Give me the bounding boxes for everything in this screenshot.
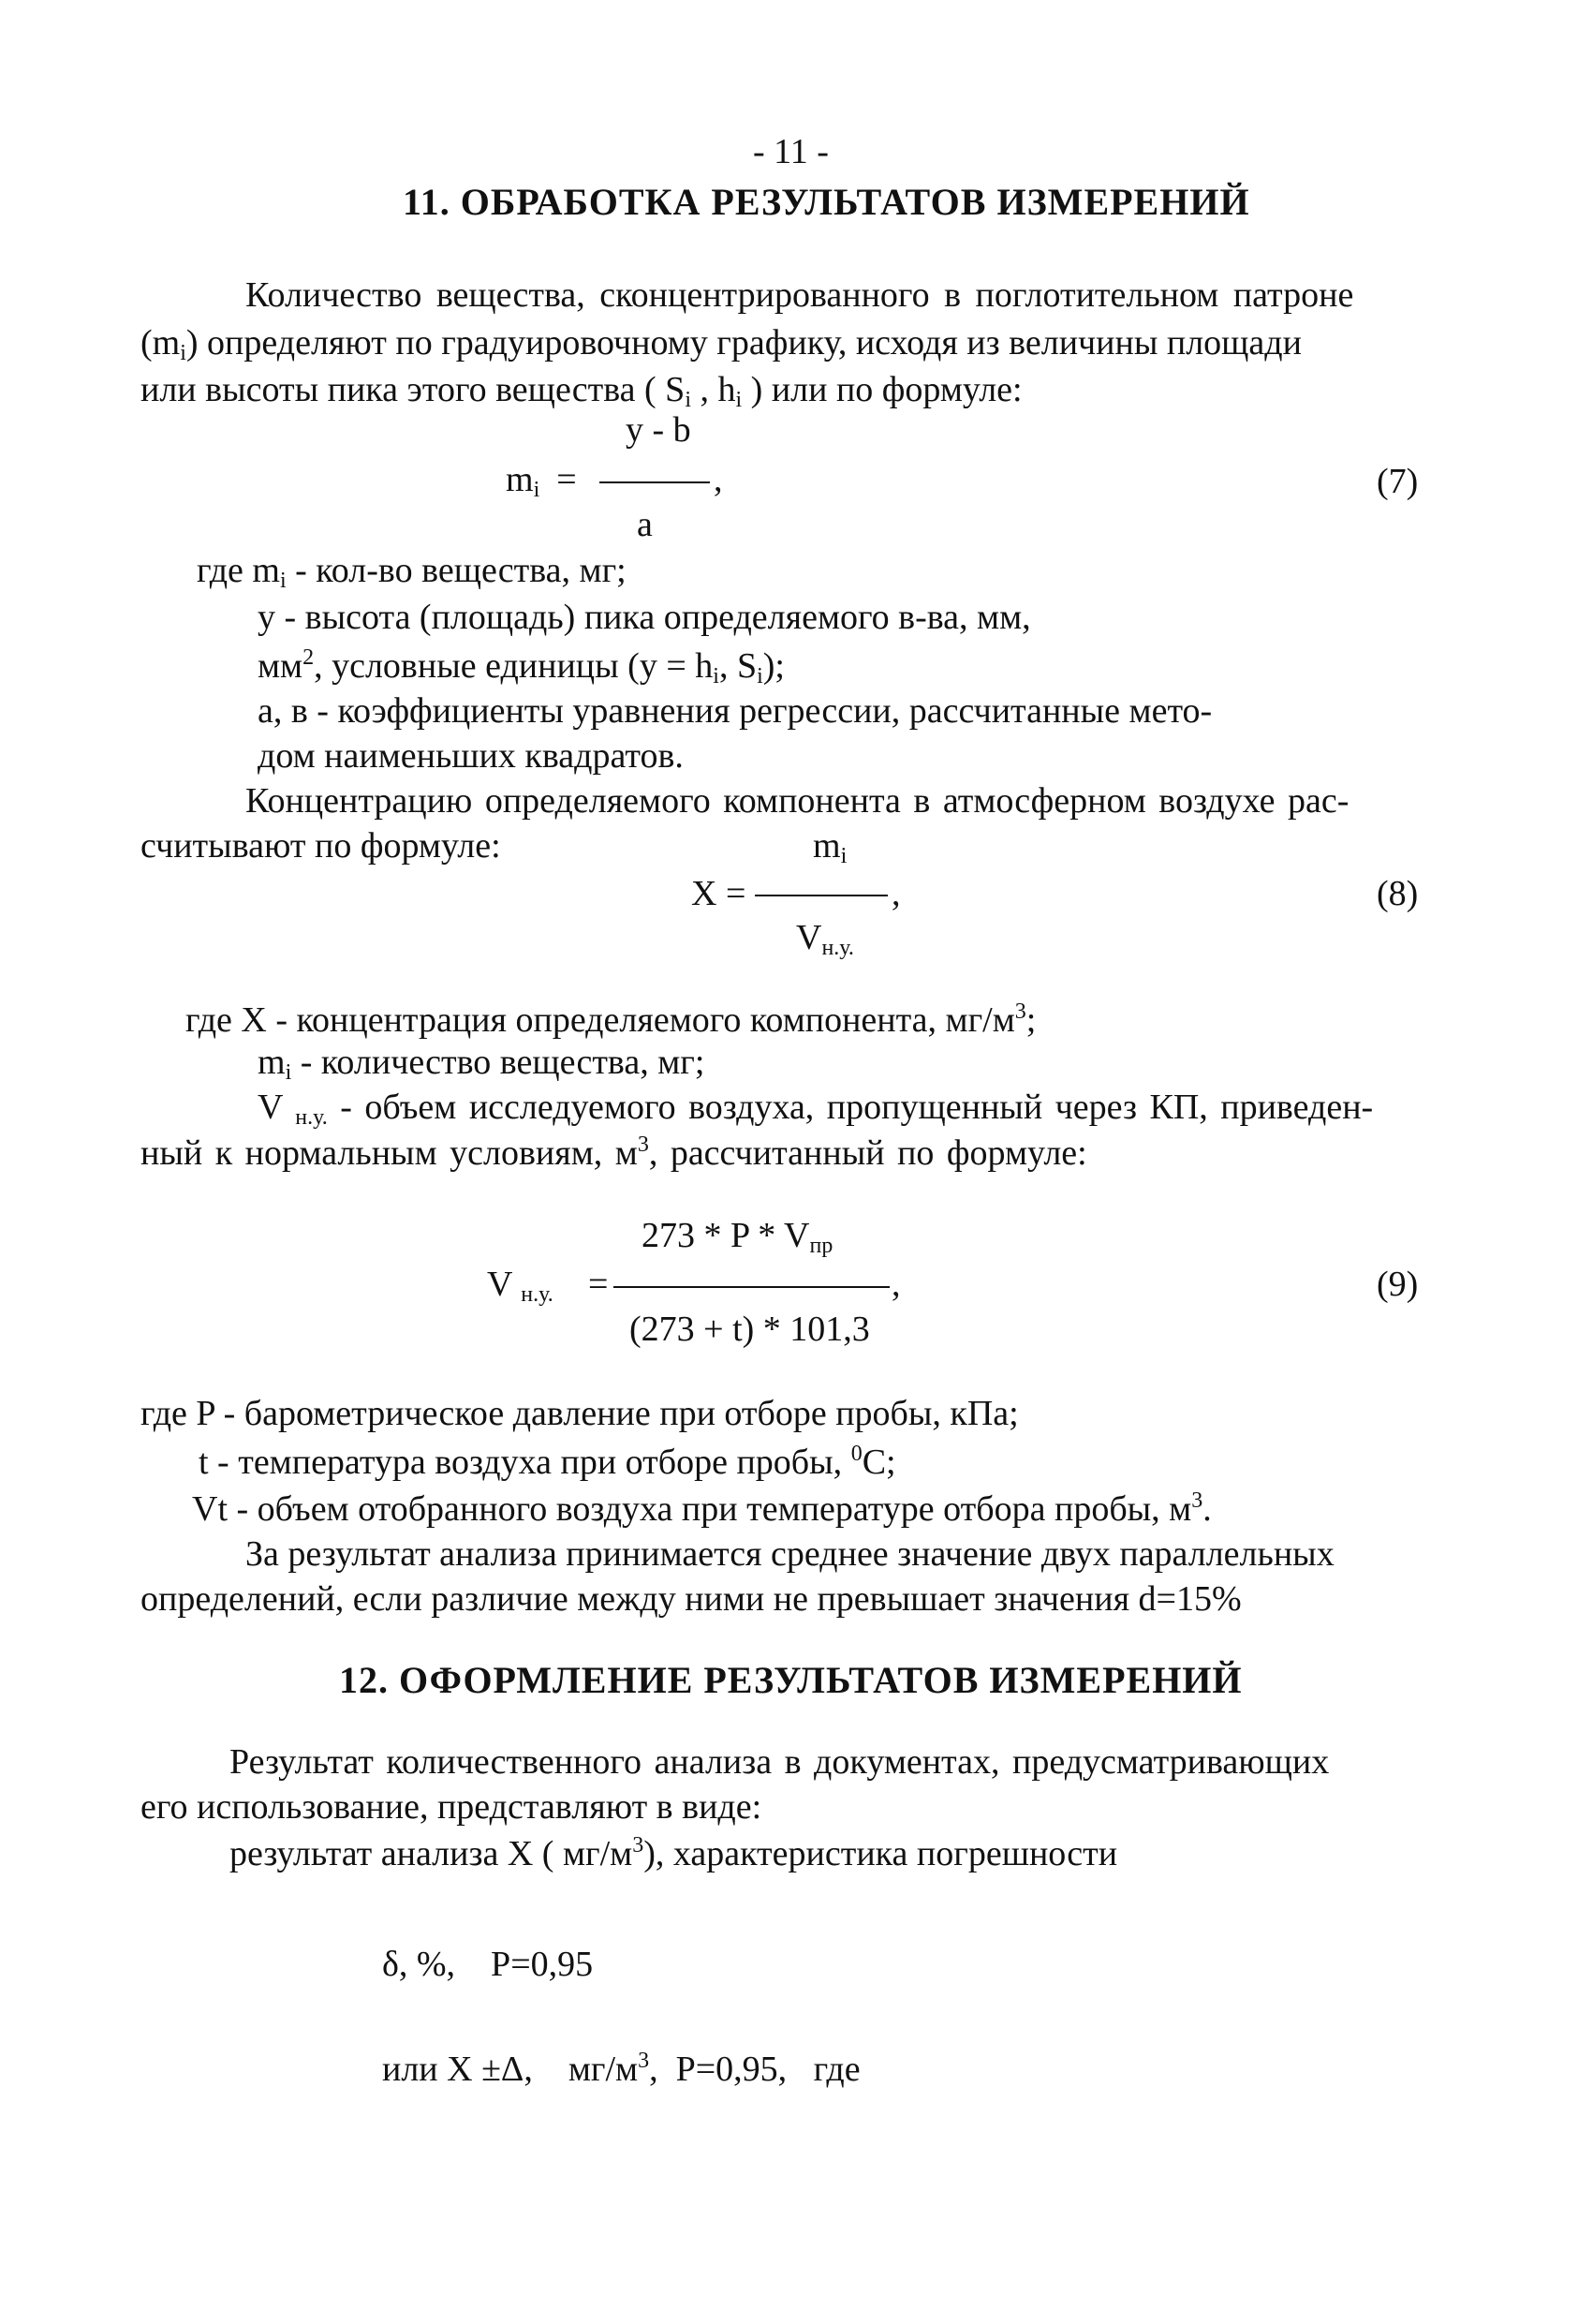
formula-8-lhs: X = (691, 874, 746, 913)
where-8-line-1: где X - концентрация определяемого компонента, $мг/м^3$; (185, 999, 1037, 1040)
delta-line: δ, %, P=0,95 (382, 1945, 594, 1984)
formula-9-denominator: (273 + t) * 101,3 (629, 1310, 870, 1349)
result-line-2: определений, если различие между ними не превышает значения d=15% (140, 1579, 1242, 1619)
formula-7-number: (7) (1377, 462, 1419, 501)
formula-9-eq: = (588, 1265, 609, 1304)
formula-9-number: (9) (1377, 1265, 1419, 1304)
section-12-line-2: его использование, представляют в виде: (140, 1787, 762, 1827)
result-line-1: За результат анализа принимается среднее значение двух параллельных (245, 1534, 1335, 1574)
or-line: или X ±Δ, $мг/м^3$, P=0,95, где (382, 2049, 861, 2089)
where-8-line-4: ный к нормальным условиям, $м^3$, рассчитанный по формуле: (140, 1132, 1087, 1173)
where-9-line-2: t - температура воздуха при отборе пробы, $^0$C; (199, 1442, 896, 1482)
section-12-heading: 12. ОФОРМЛЕНИЕ РЕЗУЛЬТАТОВ ИЗМЕРЕНИЙ (339, 1659, 1243, 1701)
page-number: - 11 - (753, 132, 829, 171)
where-8-line-2: $m_i$ - количество вещества, мг; (258, 1043, 705, 1085)
where-8-line-3: V $_{н.у.}$ - объем исследуемого воздуха, пропущенный через КП, приведен- (258, 1088, 1374, 1130)
conc-line-1: Концентрацию определяемого компонента в атмосферном воздухе рас- (245, 781, 1350, 821)
formula-7-fraction-bar (599, 481, 710, 483)
where-7-line-2: y - высота (площадь) пика определяемого в-ва, мм, (258, 598, 1031, 637)
section-12-line-3: результат анализа X ( $мг/м^3$), характеристика погрешности (229, 1833, 1118, 1873)
formula-9-lhs: V $_{н.у.}$ (487, 1265, 553, 1307)
conc-line-2: считывают по формуле: (140, 826, 501, 866)
formula-7-numerator: y - b (626, 410, 691, 450)
section-11-heading: 11. ОБРАБОТКА РЕЗУЛЬТАТОВ ИЗМЕРЕНИЙ (403, 181, 1250, 223)
formula-8-number: (8) (1377, 874, 1419, 913)
formula-8-comma: , (892, 874, 901, 913)
where-9-line-3: Vt - объем отобранного воздуха при температуре отбора пробы, $м^3$. (192, 1488, 1212, 1529)
formula-8-denominator: $V_{н.у.}$ (796, 918, 854, 960)
where-7-line-1: где $m_i - кол-во$ вещества, мг; (197, 551, 627, 593)
formula-9-numerator: 273 * P * $V_{пр}$ (642, 1216, 833, 1258)
section-12-line-1: Результат количественного анализа в документах, предусматривающих (229, 1742, 1330, 1782)
formula-7-lhs: $m_i$ = (506, 460, 577, 502)
where-9-line-1: где P - барометрическое давление при отборе пробы, кПа; (140, 1394, 1019, 1433)
intro-line-2: $(m_i)$ определяют по градуировочному графику, исходя из величины площади (140, 323, 1302, 365)
formula-9-comma: , (892, 1265, 901, 1304)
formula-7-comma: , (714, 460, 723, 499)
where-7-line-5: дом наименьших квадратов. (258, 736, 684, 776)
formula-8-fraction-bar (755, 895, 888, 896)
intro-line-1: Количество вещества, сконцентрированного в поглотительном патроне (245, 275, 1354, 315)
formula-8-numerator: $m_i$ (813, 826, 848, 868)
where-7-line-4: а, в - коэффициенты уравнения регрессии, рассчитанные мето- (258, 691, 1213, 731)
formula-9-fraction-bar (613, 1286, 890, 1288)
formula-7-denominator: a (637, 505, 653, 544)
intro-line-3: или высоты пика этого вещества ( $S_i$ , $h_i$ ) или по формуле: (140, 370, 1023, 412)
where-7-line-3: $мм^2$, условные единицы ($y = h_i$, $S_i$); (258, 645, 785, 688)
